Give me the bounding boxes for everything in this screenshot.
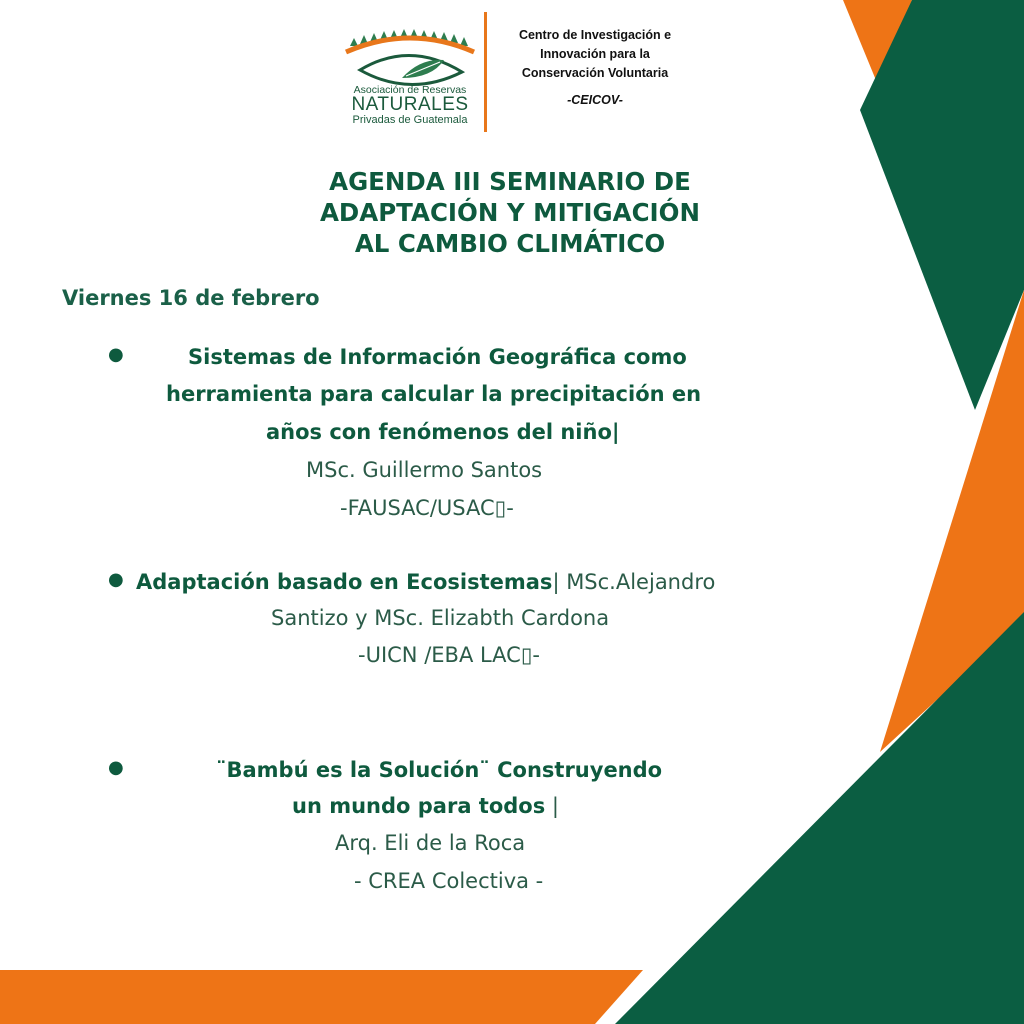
title-line-3: AL CAMBIO CLIMÁTICO <box>354 229 666 258</box>
item1-org: -FAUSAC/USAC▯- <box>340 496 514 520</box>
bullet-3: ● <box>108 757 124 778</box>
item3-title-line2-bold: un mundo para todos <box>292 794 546 818</box>
item2-speaker: Santizo y MSc. Elizabth Cardona <box>271 606 610 630</box>
orange-strip-bottom <box>0 970 643 1024</box>
organization-name <box>495 26 695 83</box>
item1-speaker: MSc. Guillermo Santos <box>306 458 543 482</box>
title-line-2: ADAPTACIÓN Y MITIGACIÓN <box>319 198 701 227</box>
green-wedge-top <box>860 0 1024 410</box>
item3-title-tail: | <box>545 794 559 818</box>
organization-acronym: -CEICOV- <box>567 93 623 107</box>
org-line-2: Innovación para la <box>540 47 650 61</box>
item1-title-line2: herramienta para calcular la precipitación en <box>166 382 702 406</box>
header-divider <box>484 12 487 132</box>
item1-title-line1: Sistemas de Información Geográfica como <box>188 345 687 369</box>
item3-speaker: Arq. Eli de la Roca <box>335 831 526 855</box>
page-title <box>240 166 780 259</box>
item3-title-line2 <box>292 793 559 819</box>
bullet-2: ● <box>108 569 124 590</box>
item2-title-line1 <box>136 569 715 595</box>
logo-line3: Privadas de Guatemala <box>352 114 468 126</box>
item3-org: - CREA Colectiva - <box>354 869 544 893</box>
item2-org: -UICN /EBA LAC▯- <box>358 643 540 667</box>
event-date: Viernes 16 de febrero <box>62 286 320 310</box>
item3-title-line1: ¨Bambú es la Solución¨ Construyendo <box>216 758 663 782</box>
org-line-1: Centro de Investigación e <box>518 28 672 42</box>
org-line-3: Conservación Voluntaria <box>521 66 669 80</box>
bullet-1: ● <box>108 344 124 365</box>
item1-title-line3: años con fenómenos del niño| <box>266 420 620 444</box>
green-corner-bottom <box>615 612 1024 1024</box>
logo-line2: NATURALES <box>351 94 469 115</box>
logo-line1: Asociación de Reservas <box>353 84 467 96</box>
title-line-1: AGENDA III SEMINARIO DE <box>329 167 691 196</box>
item2-title-bold: Adaptación basado en Ecosistemas <box>136 570 553 594</box>
item2-title-rest: | MSc.Alejandro <box>552 570 716 594</box>
